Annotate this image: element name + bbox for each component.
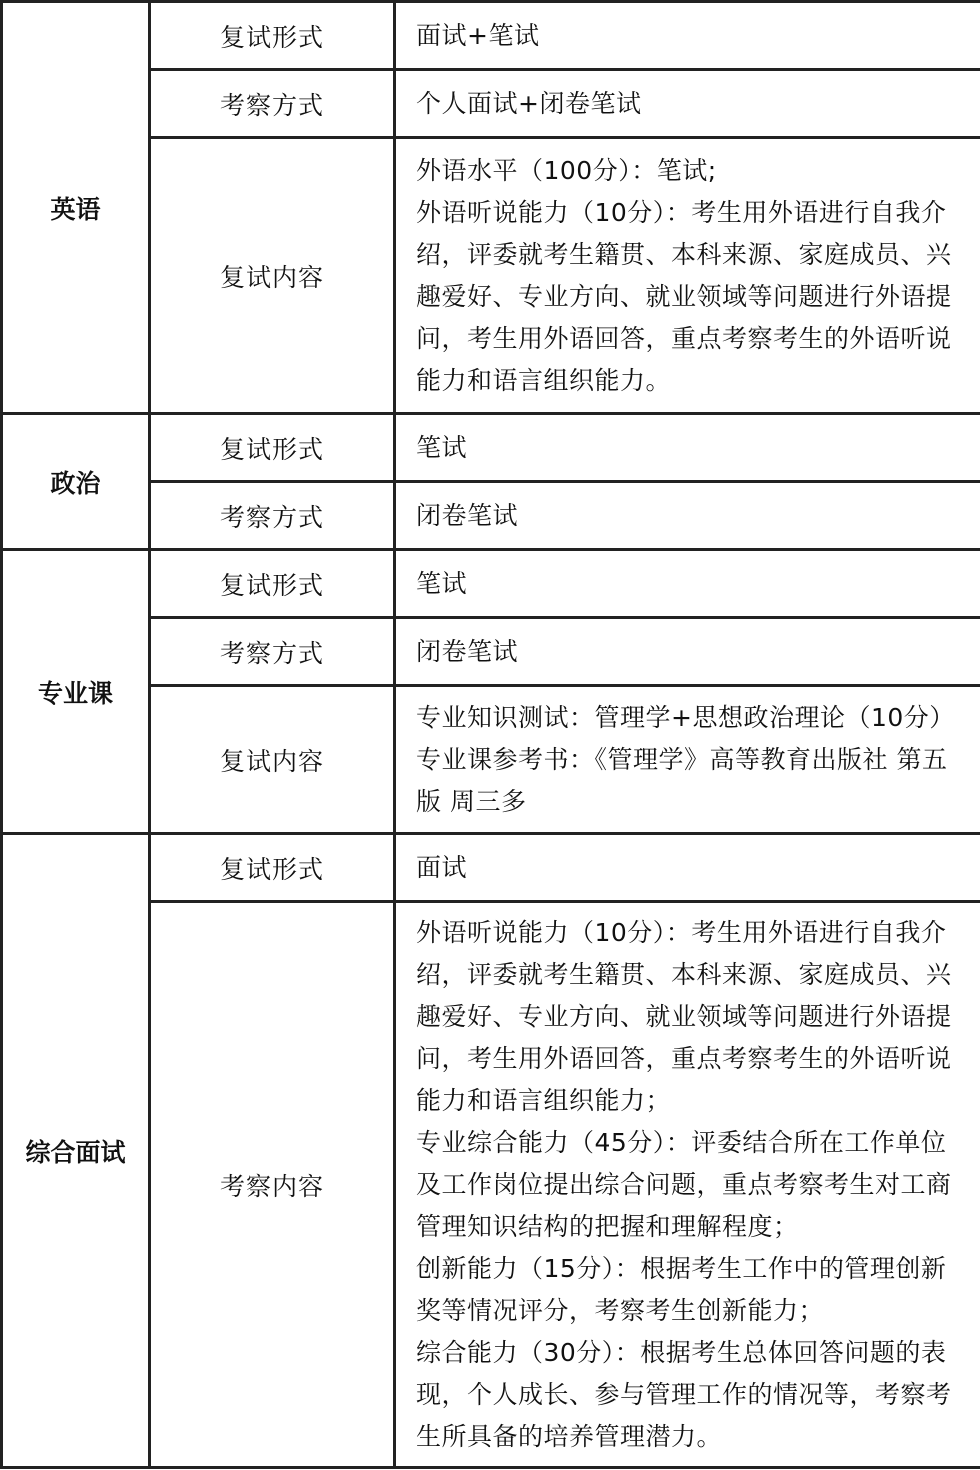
value-line: 专业综合能力（45分）：评委结合所在工作单位及工作岗位提出综合问题，重点考察考生对工商管理知识结构的把握和理解程度； [416, 1127, 952, 1241]
value-line: 个人面试+闭卷笔试 [416, 88, 642, 118]
row-value [395, 482, 980, 550]
row-value [395, 686, 980, 834]
row-label: 复试内容 [150, 686, 395, 834]
row-label: 复试形式 [150, 550, 395, 618]
subject-cell: 英语 [2, 2, 150, 414]
row-label: 复试形式 [150, 414, 395, 482]
value-line: 综合能力（30分）：根据考生总体回答问题的表现，个人成长、参与管理工作的情况等，考察考生所具备的培养管理潜力。 [416, 1337, 952, 1451]
row-value [395, 138, 980, 414]
value-line: 创新能力（15分）：根据考生工作中的管理创新奖等情况评分，考察考生创新能力； [416, 1253, 947, 1325]
row-value [395, 414, 980, 482]
row-value [395, 834, 980, 902]
row-label: 复试形式 [150, 834, 395, 902]
row-value [395, 550, 980, 618]
row-value [395, 618, 980, 686]
value-line: 专业知识测试：管理学+思想政治理论（10分） [416, 702, 955, 732]
value-line: 外语水平（100分）：笔试; [416, 155, 717, 185]
row-label: 考察方式 [150, 618, 395, 686]
row-value [395, 902, 980, 1468]
value-line: 专业课参考书：《管理学》高等教育出版社 第五版 周三多 [416, 744, 948, 816]
value-line: 面试+笔试 [416, 20, 540, 50]
subject-cell: 政治 [2, 414, 150, 550]
table-row [2, 834, 980, 902]
row-value [395, 70, 980, 138]
table-row [2, 2, 980, 70]
row-label: 复试形式 [150, 2, 395, 70]
value-line: 笔试 [416, 432, 468, 462]
value-line: 闭卷笔试 [416, 636, 519, 666]
row-label: 复试内容 [150, 138, 395, 414]
subject-cell: 综合面试 [2, 834, 150, 1468]
row-value [395, 2, 980, 70]
value-line: 外语听说能力（10分）：考生用外语进行自我介绍，评委就考生籍贯、本科来源、家庭成员、兴趣爱好、专业方向、就业领域等问题进行外语提问，考生用外语回答，重点考察考生的外语听说能力和语言组织能力。 [416, 197, 952, 395]
value-line: 笔试 [416, 568, 468, 598]
table-row [2, 414, 980, 482]
row-label: 考察方式 [150, 70, 395, 138]
value-line: 闭卷笔试 [416, 500, 519, 530]
row-label: 考察方式 [150, 482, 395, 550]
row-label: 考察内容 [150, 902, 395, 1468]
subject-cell: 专业课 [2, 550, 150, 834]
value-line: 面试 [416, 852, 468, 882]
table-row [2, 550, 980, 618]
value-line: 外语听说能力（10分）：考生用外语进行自我介绍，评委就考生籍贯、本科来源、家庭成员、兴趣爱好、专业方向、就业领域等问题进行外语提问，考生用外语回答，重点考察考生的外语听说能力和语言组织能力； [416, 917, 952, 1115]
